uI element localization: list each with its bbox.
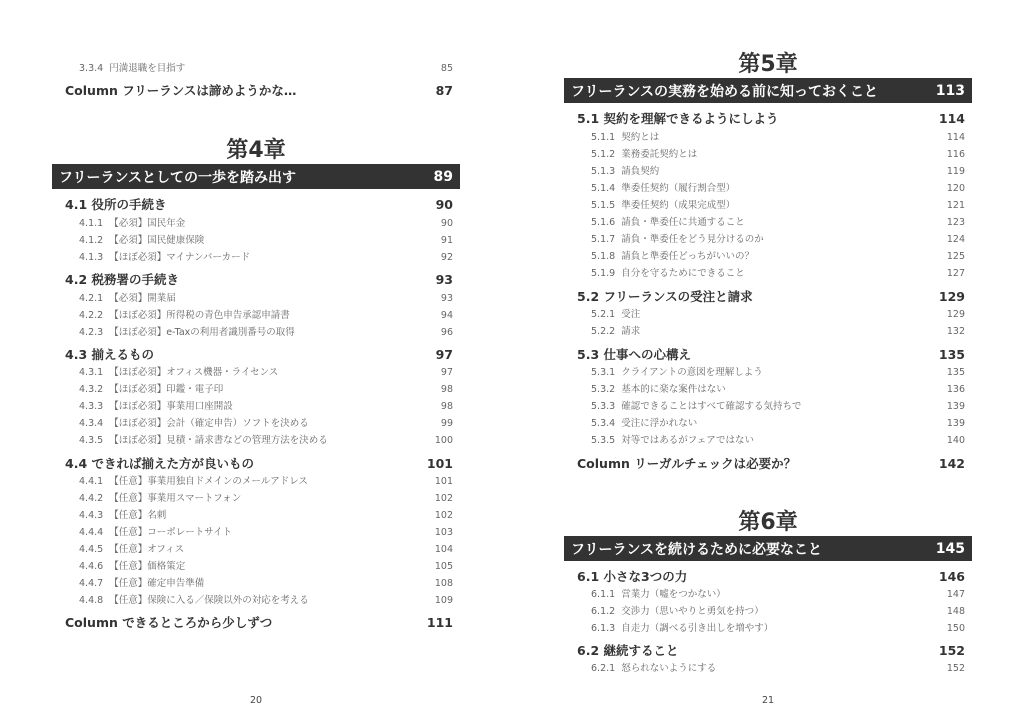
entry-title: 【必須】国民年金 [109, 218, 186, 229]
toc-entry-sub [52, 232, 460, 246]
toc-entry-sub [564, 364, 972, 378]
entry-number: 5.3.5 [591, 435, 616, 446]
entry-page: 152 [946, 663, 965, 674]
entry-page: 150 [946, 623, 965, 634]
entry-title: 5.2 フリーランスの受注と請求 [577, 289, 753, 304]
entry-title: 請負・準委任をどう見分けるのか [621, 234, 764, 245]
entry-title: 6.2 継続すること [577, 643, 679, 658]
entry-title: 5.3 仕事への心構え [577, 347, 691, 362]
toc-entry-sub [564, 620, 972, 634]
entry-number: 5.1.5 [591, 200, 616, 211]
entry-page: 90 [440, 218, 453, 229]
toc-entry-section [52, 454, 460, 472]
entry-number: 4.3.2 [79, 384, 104, 395]
entry-number: 5.3.4 [591, 418, 616, 429]
toc-entry-sub [564, 306, 972, 320]
entry-page: 139 [946, 418, 965, 429]
entry-page: 139 [946, 401, 965, 412]
entry-page: 98 [440, 401, 453, 412]
entry-title: 準委任契約（成果完成型） [621, 200, 736, 211]
entry-page: 93 [440, 293, 453, 304]
toc-entry-sub [564, 265, 972, 279]
entry-page: 125 [946, 251, 965, 262]
entry-page: 96 [440, 327, 453, 338]
entry-number: 5.1.6 [591, 217, 616, 228]
entry-page: 114 [938, 111, 965, 126]
entry-page: 103 [434, 527, 453, 538]
page-number: 20 [250, 695, 263, 706]
toc-page-left [52, 0, 460, 727]
chapter-title: フリーランスの実務を始める前に知っておくこと [571, 83, 879, 100]
entry-page: 152 [938, 643, 965, 658]
toc-entry-section [564, 287, 972, 305]
entry-title: 円満退職を目指す [109, 63, 186, 74]
entry-title: Column できるところから少しずつ [65, 615, 273, 630]
entry-title: クライアントの意図を理解しよう [621, 367, 763, 378]
entry-number: 5.1.1 [591, 132, 616, 143]
entry-number: 6.1.3 [591, 623, 616, 634]
entry-title: 【ほぼ必須】印鑑・電子印 [109, 384, 224, 395]
entry-title: Column フリーランスは諦めようかな… [65, 83, 297, 98]
toc-entry-sub [52, 307, 460, 321]
entry-title: 4.2 税務署の手続き [65, 272, 179, 287]
entry-page: 99 [440, 418, 453, 429]
entry-title: 【ほぼ必須】会計（確定申告）ソフトを決める [109, 418, 309, 429]
page-number: 21 [762, 695, 775, 706]
entry-title: 【ほぼ必須】見積・請求書などの管理方法を決める [109, 435, 328, 446]
toc-entry-column [52, 81, 460, 99]
toc-entry-section [564, 109, 972, 127]
chapter-page: 145 [935, 540, 965, 557]
toc-entry-section [52, 195, 460, 213]
chapter-title: フリーランスとしての一歩を踏み出す [59, 169, 297, 186]
entry-number: 5.2.1 [591, 309, 616, 320]
toc-entry-sub [52, 575, 460, 589]
entry-title: 4.1 役所の手続き [65, 197, 167, 212]
entry-number: 5.1.4 [591, 183, 616, 194]
entry-title: 【任意】価格策定 [109, 561, 186, 572]
entry-page: 111 [426, 615, 453, 630]
entry-page: 114 [946, 132, 965, 143]
entry-number: 4.3.3 [79, 401, 104, 412]
toc-entry-sub [564, 586, 972, 600]
toc-entry-section [52, 270, 460, 288]
entry-page: 146 [938, 569, 965, 584]
entry-title: 5.1 契約を理解できるようにしよう [577, 111, 779, 126]
toc-entry-sub [52, 398, 460, 412]
toc-entry-sub [52, 415, 460, 429]
entry-title: 【ほぼ必須】事業用口座開設 [109, 401, 233, 412]
entry-number: 4.3.4 [79, 418, 104, 429]
toc-entry-sub [52, 381, 460, 395]
entry-number: 5.1.8 [591, 251, 616, 262]
entry-number: 5.1.7 [591, 234, 616, 245]
entry-title: 準委任契約（履行割合型） [621, 183, 736, 194]
entry-number: 4.4.7 [79, 578, 104, 589]
entry-title: 基本的に楽な案件はない [621, 384, 726, 395]
toc-entry-sub [52, 558, 460, 572]
entry-title: 【必須】開業届 [109, 293, 176, 304]
entry-number: 4.4.6 [79, 561, 104, 572]
toc-entry-sub [52, 541, 460, 555]
entry-number: 4.4.4 [79, 527, 104, 538]
entry-number: 4.2.1 [79, 293, 104, 304]
toc-entry-sub [52, 60, 460, 74]
entry-number: 3.3.4 [79, 63, 104, 74]
toc-entry-sub [564, 197, 972, 211]
entry-title: 契約とは [621, 132, 660, 143]
toc-entry-sub [52, 249, 460, 263]
chapter-title: フリーランスを続けるために必要なこと [571, 541, 823, 558]
entry-page: 91 [440, 235, 453, 246]
entry-page: 124 [946, 234, 965, 245]
toc-entry-sub [564, 415, 972, 429]
toc-entry-section [564, 641, 972, 659]
entry-title: 怒られないようにする [621, 663, 717, 674]
toc-entry-sub [564, 432, 972, 446]
entry-number: 4.3.5 [79, 435, 104, 446]
toc-entry-sub [564, 398, 972, 412]
entry-page: 98 [440, 384, 453, 395]
entry-title: 【任意】保険に入る／保険以外の対応を考える [109, 595, 309, 606]
entry-title: 請負・準委任に共通すること [621, 217, 745, 228]
entry-number: 5.1.3 [591, 166, 616, 177]
chapter-number: 第5章 [738, 52, 798, 77]
entry-number: 5.3.1 [591, 367, 616, 378]
entry-page: 132 [946, 326, 965, 337]
entry-page: 142 [938, 456, 965, 471]
toc-entry-section [52, 345, 460, 363]
entry-page: 140 [946, 435, 965, 446]
toc-entry-sub [564, 381, 972, 395]
toc-entry-sub [564, 603, 972, 617]
toc-entry-sub [52, 490, 460, 504]
entry-title: 【ほぼ必須】e-Taxの利用者識別番号の取得 [109, 327, 295, 338]
entry-number: 4.4.3 [79, 510, 104, 521]
entry-title: 【ほぼ必須】オフィス機器・ライセンス [109, 367, 279, 378]
toc-entry-sub [52, 324, 460, 338]
toc-entry-section [564, 567, 972, 585]
entry-title: 4.4 できれば揃えた方が良いもの [65, 456, 254, 471]
entry-number: 5.1.2 [591, 149, 616, 160]
entry-title: 対等ではあるがフェアではない [621, 435, 754, 446]
entry-page: 119 [946, 166, 965, 177]
entry-page: 92 [440, 252, 453, 263]
toc-entry-sub [564, 146, 972, 160]
toc-entry-sub [52, 592, 460, 606]
entry-title: 請求 [621, 326, 641, 337]
entry-page: 129 [938, 289, 965, 304]
entry-page: 123 [946, 217, 965, 228]
toc-entry-sub [564, 660, 972, 674]
chapter-page: 113 [935, 82, 965, 99]
entry-number: 4.4.8 [79, 595, 104, 606]
entry-number: 5.2.2 [591, 326, 616, 337]
entry-title: 自走力（調べる引き出しを増やす） [621, 623, 774, 634]
entry-page: 102 [434, 493, 453, 504]
entry-page: 93 [435, 272, 453, 287]
entry-number: 4.4.2 [79, 493, 104, 504]
entry-page: 97 [435, 347, 453, 362]
entry-title: 【任意】確定申告準備 [109, 578, 205, 589]
entry-page: 101 [426, 456, 453, 471]
entry-title: 4.3 揃えるもの [65, 347, 154, 362]
entry-title: 【任意】コーポレートサイト [109, 527, 233, 538]
entry-number: 4.2.2 [79, 310, 104, 321]
toc-entry-column [52, 613, 460, 631]
entry-page: 127 [946, 268, 965, 279]
entry-title: 6.1 小さな3つの力 [577, 569, 688, 584]
toc-entry-sub [564, 129, 972, 143]
toc-entry-sub [564, 163, 972, 177]
entry-page: 148 [946, 606, 965, 617]
entry-title: 受注 [621, 309, 641, 320]
toc-entry-sub [52, 290, 460, 304]
entry-number: 5.3.3 [591, 401, 616, 412]
entry-number: 5.1.9 [591, 268, 616, 279]
entry-title: 確認できることはすべて確認する気持ちで [621, 401, 802, 412]
entry-title: 【ほぼ必須】所得税の青色申告承認申請書 [109, 310, 290, 321]
entry-title: 受注に浮かれない [621, 418, 698, 429]
entry-title: 自分を守るためにできること [621, 268, 745, 279]
entry-page: 100 [434, 435, 453, 446]
entry-page: 109 [434, 595, 453, 606]
entry-title: 【任意】事業用独自ドメインのメールアドレス [109, 476, 308, 487]
entry-number: 4.4.5 [79, 544, 104, 555]
entry-page: 102 [434, 510, 453, 521]
chapter-number: 第4章 [226, 138, 286, 163]
entry-page: 120 [946, 183, 965, 194]
chapter-number: 第6章 [738, 510, 798, 535]
entry-number: 6.1.1 [591, 589, 616, 600]
entry-number: 4.2.3 [79, 327, 104, 338]
entry-number: 4.1.2 [79, 235, 104, 246]
entry-title: 業務委託契約とは [621, 149, 698, 160]
chapter-page: 89 [433, 168, 453, 185]
entry-page: 129 [946, 309, 965, 320]
entry-number: 4.1.3 [79, 252, 104, 263]
entry-page: 105 [434, 561, 453, 572]
entry-title: 【任意】事業用スマートフォン [109, 493, 242, 504]
entry-title: 交渉力（思いやりと勇気を持つ） [621, 606, 764, 617]
entry-number: 4.3.1 [79, 367, 104, 378]
toc-entry-sub [52, 473, 460, 487]
entry-page: 90 [435, 197, 453, 212]
toc-entry-sub [564, 231, 972, 245]
entry-page: 116 [946, 149, 965, 160]
toc-entry-column [564, 454, 972, 472]
toc-entry-sub [52, 432, 460, 446]
entry-title: 【任意】オフィス [109, 544, 185, 555]
entry-title: 【ほぼ必須】マイナンバーカード [109, 252, 251, 263]
toc-entry-sub [52, 215, 460, 229]
entry-title: 【任意】名刺 [109, 510, 167, 521]
entry-page: 108 [434, 578, 453, 589]
toc-entry-section [564, 345, 972, 363]
entry-number: 6.2.1 [591, 663, 616, 674]
entry-page: 85 [440, 63, 453, 74]
toc-entry-sub [564, 180, 972, 194]
toc-entry-sub [52, 507, 460, 521]
chapter-title-bar [52, 164, 460, 189]
entry-page: 94 [440, 310, 453, 321]
entry-page: 97 [440, 367, 453, 378]
entry-title: Column リーガルチェックは必要か？ [577, 456, 797, 471]
entry-page: 135 [946, 367, 965, 378]
entry-number: 5.3.2 [591, 384, 616, 395]
entry-page: 121 [946, 200, 965, 211]
entry-number: 6.1.2 [591, 606, 616, 617]
entry-title: 【必須】国民健康保険 [109, 235, 205, 246]
chapter-title-bar [564, 536, 972, 561]
entry-title: 請負と準委任どっちがいいの？ [621, 251, 754, 262]
entry-page: 136 [946, 384, 965, 395]
entry-title: 営業力（嘘をつかない） [621, 589, 726, 600]
entry-page: 104 [434, 544, 453, 555]
entry-number: 4.1.1 [79, 218, 104, 229]
toc-entry-sub [52, 524, 460, 538]
toc-entry-sub [564, 248, 972, 262]
chapter-title-bar [564, 78, 972, 103]
entry-page: 135 [938, 347, 965, 362]
toc-entry-sub [564, 323, 972, 337]
toc-entry-sub [52, 364, 460, 378]
toc-page-right [564, 0, 972, 727]
entry-page: 101 [434, 476, 453, 487]
entry-number: 4.4.1 [79, 476, 104, 487]
entry-title: 請負契約 [621, 166, 660, 177]
entry-page: 147 [946, 589, 965, 600]
toc-entry-sub [564, 214, 972, 228]
entry-page: 87 [435, 83, 453, 98]
